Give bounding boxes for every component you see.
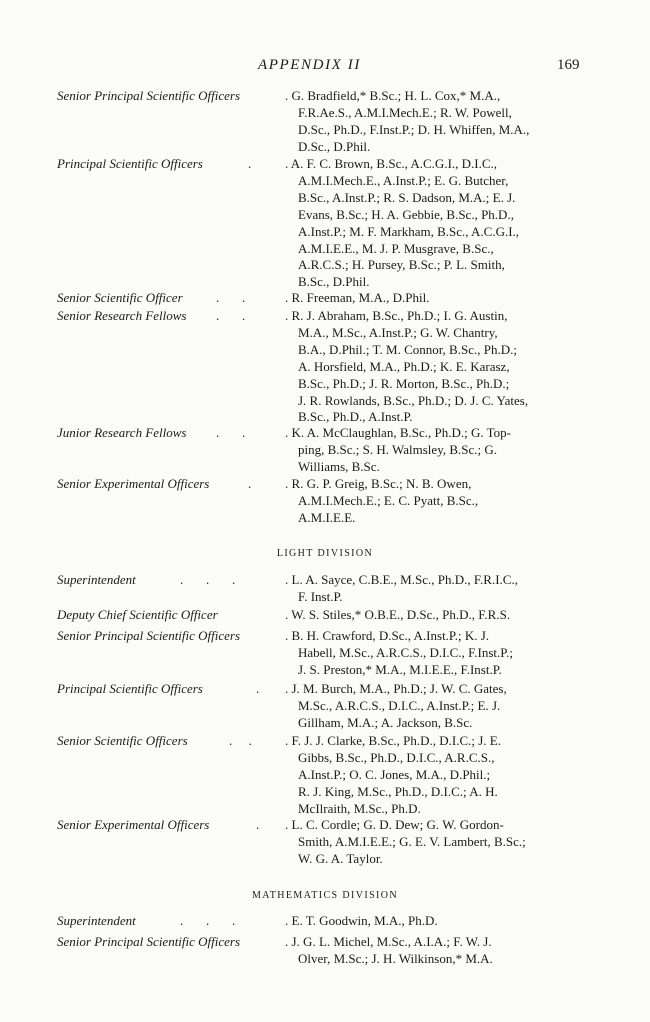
role-label: Senior Experimental Officers <box>57 817 210 832</box>
name-line: . B. H. Crawford, D.Sc., A.Inst.P.; K. J. <box>285 628 490 643</box>
role-label: Principal Scientific Officers <box>57 156 203 171</box>
staff-names <box>285 308 585 426</box>
name-line: Habell, M.Sc., A.R.C.S., D.I.C., F.Inst.P.; <box>298 644 513 660</box>
name-line: . L. A. Sayce, C.B.E., M.Sc., Ph.D., F.R.I.C., <box>285 572 518 587</box>
staff-names <box>285 733 585 818</box>
leader-dots: . <box>248 156 252 171</box>
staff-names <box>285 88 585 156</box>
name-line: . J. G. L. Michel, M.Sc., A.I.A.; F. W. J. <box>285 934 492 949</box>
name-line: Smith, A.M.I.E.E.; G. E. V. Lambert, B.Sc.; <box>298 833 526 849</box>
name-line: A.M.I.Mech.E.; E. C. Pyatt, B.Sc., <box>298 492 479 508</box>
name-line: . R. G. P. Greig, B.Sc.; N. B. Owen, <box>285 476 472 491</box>
role-label: Deputy Chief Scientific Officer <box>57 607 218 622</box>
name-line: . F. J. J. Clarke, B.Sc., Ph.D., D.I.C.; J. E. <box>285 733 501 748</box>
name-line: A.M.I.E.E. <box>298 509 356 525</box>
name-line: A.R.C.S.; H. Pursey, B.Sc.; P. L. Smith, <box>298 257 505 273</box>
name-line: D.Sc., D.Phil. <box>298 138 371 154</box>
name-line: M.Sc., A.R.C.S., D.I.C., A.Inst.P.; E. J. <box>298 697 501 713</box>
section-heading: LIGHT DIVISION <box>276 548 374 559</box>
name-line: Evans, B.Sc.; H. A. Gebbie, B.Sc., Ph.D., <box>298 206 514 222</box>
name-line: . G. Bradfield,* B.Sc.; H. L. Cox,* M.A., <box>285 88 501 103</box>
name-line: . L. C. Cordle; G. D. Dew; G. W. Gordon- <box>285 817 504 832</box>
name-line: M.A., M.Sc., A.Inst.P.; G. W. Chantry, <box>298 324 498 340</box>
staff-names <box>285 628 585 679</box>
leader-dots: . <box>256 817 260 832</box>
name-line: . K. A. McClaughlan, B.Sc., Ph.D.; G. Top- <box>285 425 511 440</box>
leader-dots: . . <box>216 425 246 440</box>
name-line: A. Horsfield, M.A., Ph.D.; K. E. Karasz, <box>298 358 510 374</box>
name-line: . R. J. Abraham, B.Sc., Ph.D.; I. G. Austin, <box>285 308 508 323</box>
staff-names <box>285 817 585 868</box>
name-line: J. S. Preston,* M.A., M.I.E.E., F.Inst.P. <box>298 661 502 677</box>
role-label: Senior Principal Scientific Officers <box>57 934 241 949</box>
name-line: . R. Freeman, M.A., D.Phil. <box>285 290 430 305</box>
role-label: Superintendent <box>57 572 136 587</box>
name-line: Williams, B.Sc. <box>298 458 380 474</box>
leader-dots: . <box>256 681 260 696</box>
staff-names <box>285 681 585 732</box>
role-label: Senior Research Fellows <box>57 308 187 323</box>
role-label: Senior Scientific Officer <box>57 290 183 305</box>
staff-names <box>285 934 585 968</box>
name-line: B.Sc., D.Phil. <box>298 274 370 290</box>
name-line: A.Inst.P.; O. C. Jones, M.A., D.Phil.; <box>298 766 491 782</box>
section-heading: MATHEMATICS DIVISION <box>251 890 399 901</box>
name-line: McIlraith, M.Sc., Ph.D. <box>298 800 421 816</box>
name-line: . A. F. C. Brown, B.Sc., A.C.G.I., D.I.C., <box>285 156 498 171</box>
name-line: J. R. Rowlands, B.Sc., Ph.D.; D. J. C. Yates, <box>298 392 529 408</box>
name-line: R. J. King, M.Sc., Ph.D., D.I.C.; A. H. <box>298 783 498 799</box>
role-label: Senior Principal Scientific Officers <box>57 628 241 643</box>
leader-dots: . . . <box>180 572 236 587</box>
leader-dots: . . <box>229 733 252 748</box>
name-line: Gibbs, B.Sc., Ph.D., D.I.C., A.R.C.S., <box>298 749 495 765</box>
name-line: F.R.Ae.S., A.M.I.Mech.E.; R. W. Powell, <box>298 104 512 120</box>
name-line: A.M.I.Mech.E., A.Inst.P.; E. G. Butcher, <box>298 172 509 188</box>
name-line: D.Sc., Ph.D., F.Inst.P.; D. H. Whiffen, M.A., <box>298 121 530 137</box>
role-label: Principal Scientific Officers <box>57 681 203 696</box>
name-line: A.Inst.P.; M. F. Markham, B.Sc., A.C.G.I., <box>298 223 520 239</box>
staff-names <box>285 476 585 527</box>
name-line: Gillham, M.A.; A. Jackson, B.Sc. <box>298 714 473 730</box>
staff-names <box>285 913 585 930</box>
role-label: Senior Experimental Officers <box>57 476 210 491</box>
staff-names <box>285 572 585 606</box>
name-line: . E. T. Goodwin, M.A., Ph.D. <box>285 913 438 928</box>
staff-names <box>285 607 585 624</box>
role-label: Superintendent <box>57 913 136 928</box>
staff-names <box>285 290 585 307</box>
name-line: ping, B.Sc.; S. H. Walmsley, B.Sc.; G. <box>298 441 498 457</box>
name-line: B.Sc., Ph.D.; J. R. Morton, B.Sc., Ph.D.; <box>298 375 510 391</box>
name-line: Olver, M.Sc.; J. H. Wilkinson,* M.A. <box>298 950 493 966</box>
name-line: W. G. A. Taylor. <box>298 850 383 866</box>
leader-dots: . . . <box>180 913 236 928</box>
page-number: 169 <box>557 57 580 73</box>
staff-names <box>285 425 585 476</box>
page-header <box>0 57 650 79</box>
name-line: . J. M. Burch, M.A., Ph.D.; J. W. C. Gates, <box>285 681 507 696</box>
staff-names <box>285 156 585 291</box>
running-title: APPENDIX II <box>258 57 361 73</box>
name-line: B.Sc., A.Inst.P.; R. S. Dadson, M.A.; E. J. <box>298 189 516 205</box>
leader-dots: . <box>248 476 252 491</box>
role-label: Senior Principal Scientific Officers <box>57 88 241 103</box>
role-label: Junior Research Fellows <box>57 425 187 440</box>
leader-dots: . . <box>216 290 246 305</box>
name-line: . W. S. Stiles,* O.B.E., D.Sc., Ph.D., F.R.S. <box>285 607 511 622</box>
leader-dots: . . <box>216 308 246 323</box>
name-line: B.A., D.Phil.; T. M. Connor, B.Sc., Ph.D.; <box>298 341 517 357</box>
name-line: A.M.I.E.E., M. J. P. Musgrave, B.Sc., <box>298 240 494 256</box>
name-line: F. Inst.P. <box>298 588 343 604</box>
name-line: B.Sc., Ph.D., A.Inst.P. <box>298 409 413 425</box>
role-label: Senior Scientific Officers <box>57 733 188 748</box>
